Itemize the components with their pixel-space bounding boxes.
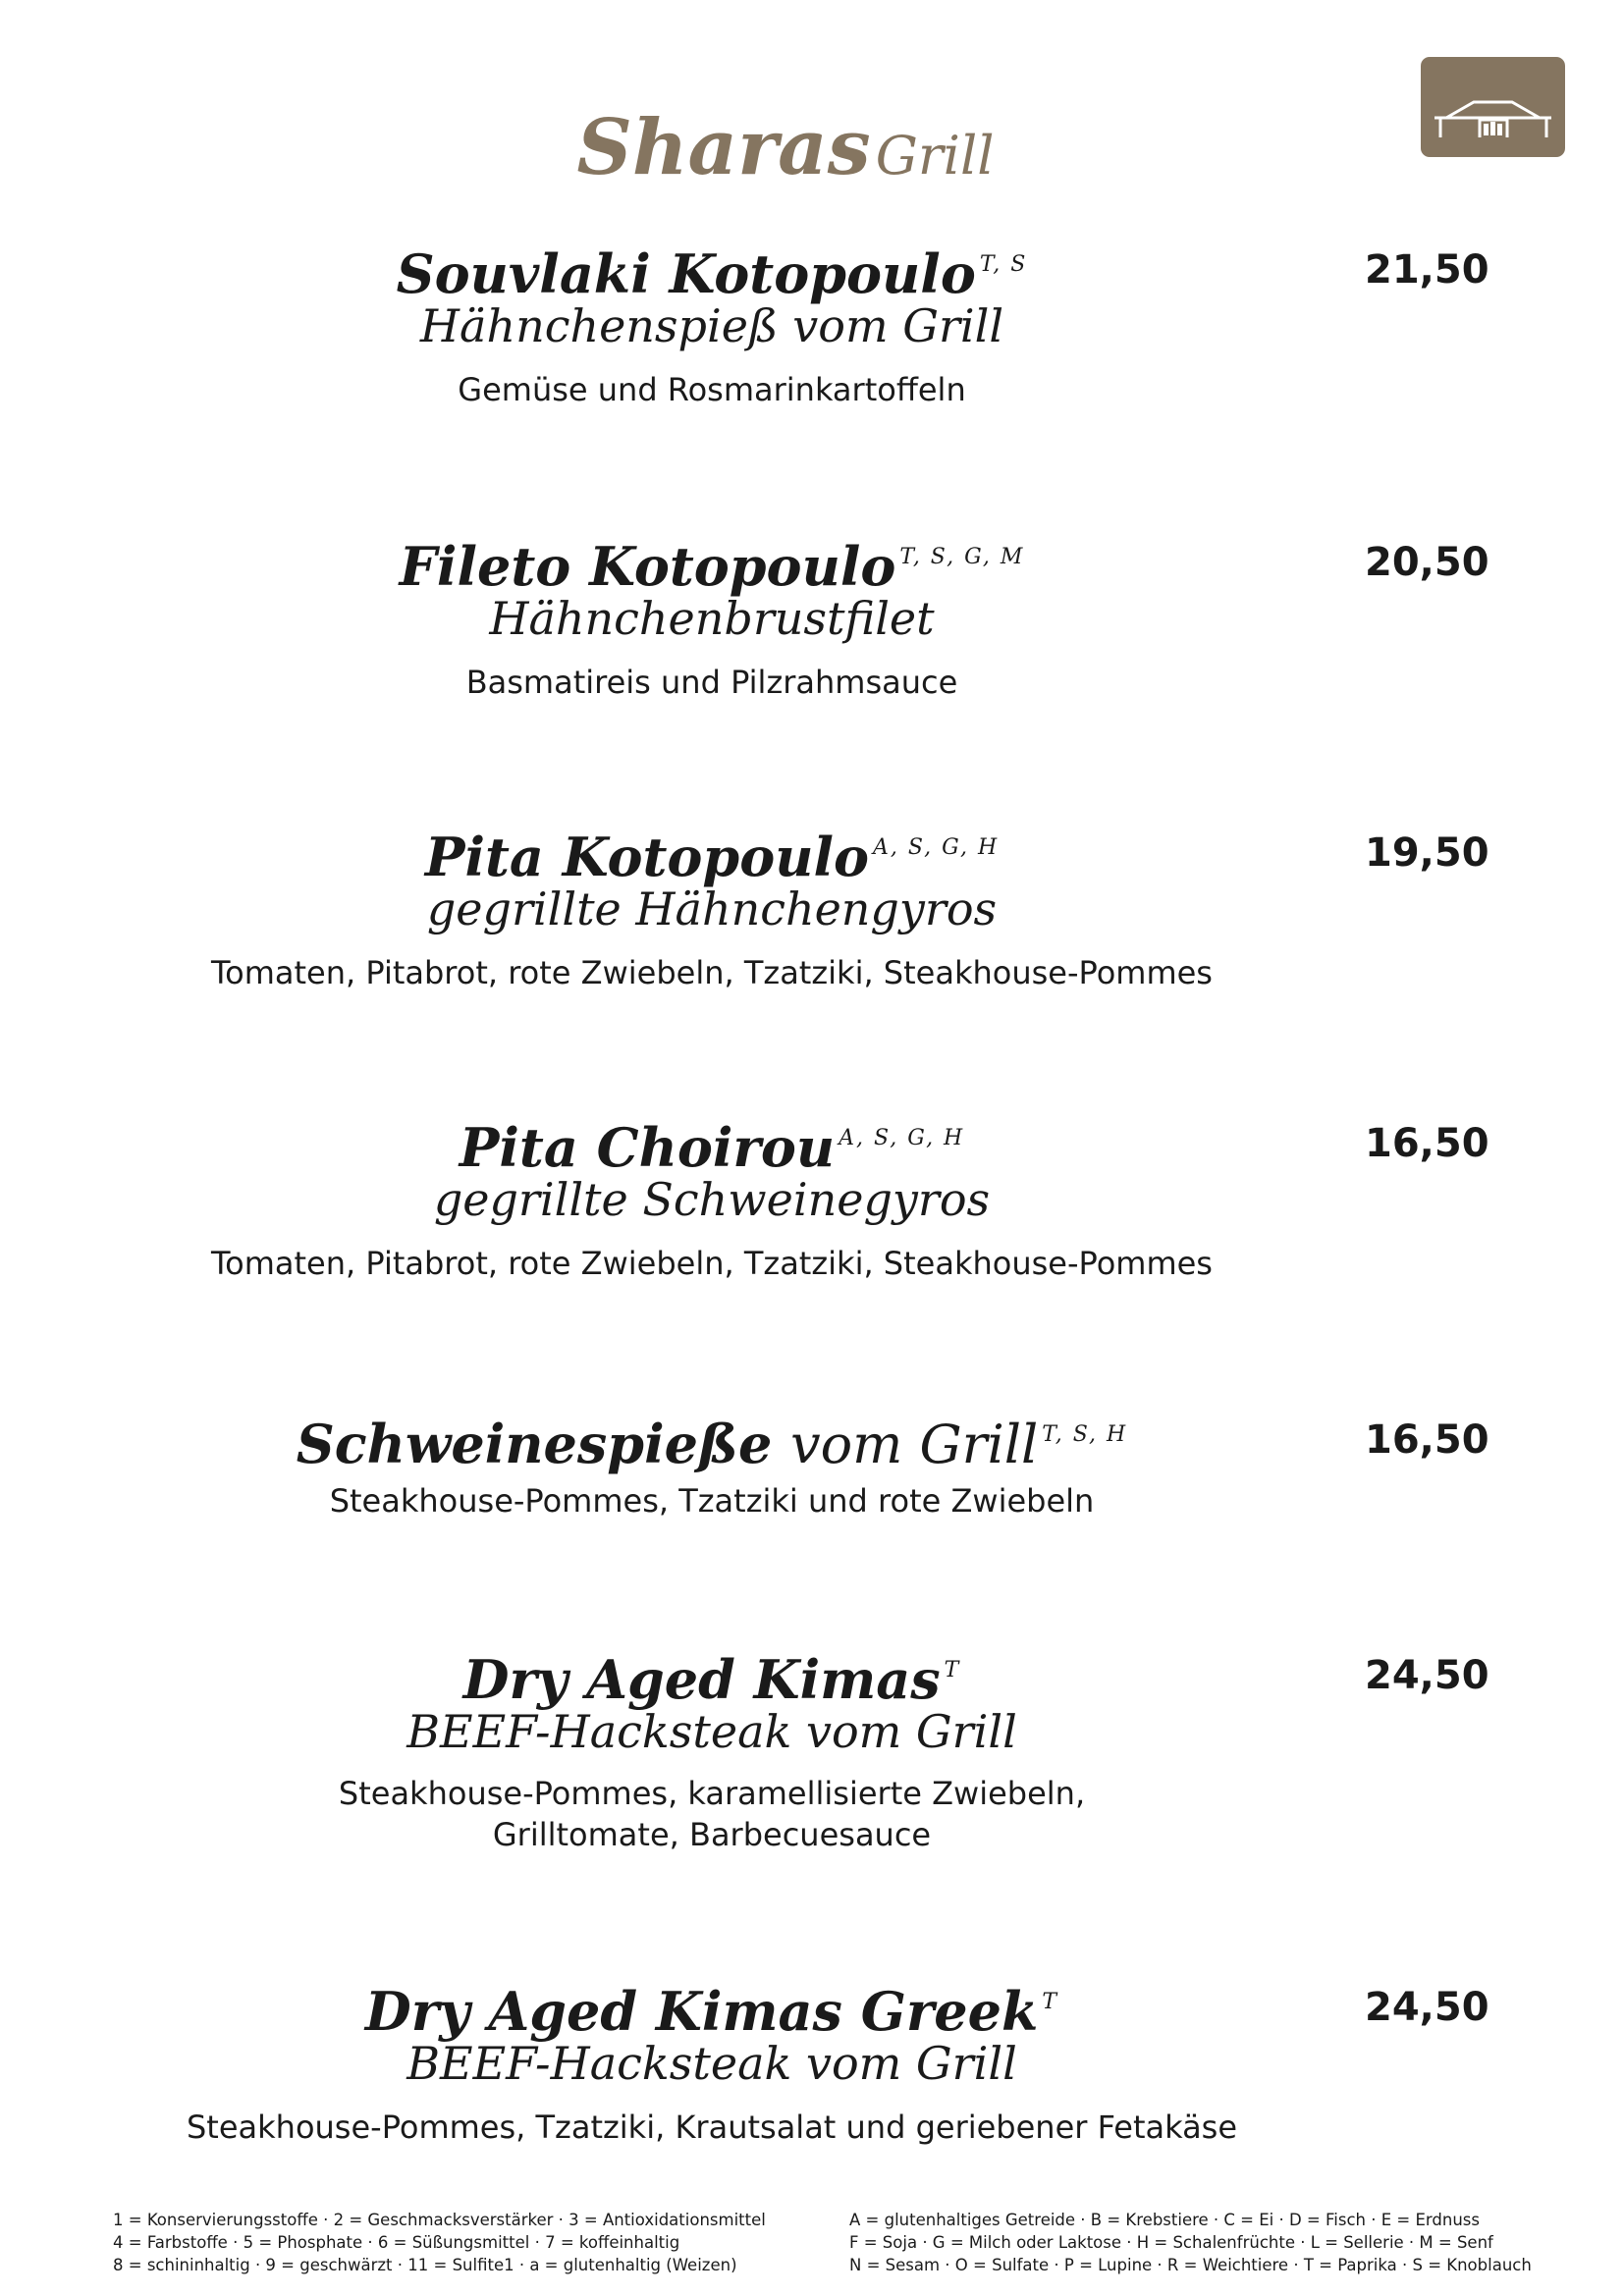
item-name-row	[0, 819, 1424, 886]
allergen-tags: T, S, G, M	[899, 545, 1025, 569]
item-description: Steakhouse-Pommes, Tzatziki und rote Zwiebeln	[329, 1482, 1095, 1520]
item-name: Dry Aged Kimas Greek	[364, 1980, 1039, 2043]
title-sub: Grill	[875, 125, 995, 187]
item-price: 16,50	[1365, 1417, 1489, 1463]
item-description: Steakhouse-Pommes, karamellisierte Zwiebeln,	[338, 1775, 1086, 1812]
item-name: Dry Aged Kimas	[462, 1648, 941, 1711]
item-name: Pita Choirou	[459, 1116, 836, 1179]
allergen-tags: A, S, G, H	[873, 835, 1000, 860]
legend-line: F = Soja · G = Milch oder Laktose · H = Schalenfrüchte · L = Sellerie · M = Senf	[849, 2233, 1493, 2252]
item-description: Gemüse und Rosmarinkartoffeln	[458, 371, 966, 408]
item-description: Grilltomate, Barbecuesauce	[492, 1816, 932, 1853]
legend-line: 4 = Farbstoffe · 5 = Phosphate · 6 = Süßungsmittel · 7 = koffeinhaltig	[113, 2233, 680, 2252]
item-name: Souvlaki Kotopoulo	[396, 242, 976, 305]
item-price: 20,50	[1365, 540, 1489, 585]
item-description: Steakhouse-Pommes, Tzatziki, Krautsalat und geriebener Fetakäse	[186, 2109, 1238, 2146]
item-subtitle: gegrillte Schweinegyros	[433, 1173, 991, 1226]
item-description: Basmatireis und Pilzrahmsauce	[465, 664, 958, 701]
item-subtitle: Hähnchenbrustfilet	[489, 592, 935, 645]
item-price: 16,50	[1365, 1121, 1489, 1166]
allergens-legend	[849, 2209, 1532, 2276]
allergen-tags: A, S, G, H	[839, 1126, 965, 1150]
item-name-row	[0, 236, 1424, 303]
item-subtitle: gegrillte Hähnchengyros	[426, 882, 998, 935]
item-name: Pita Kotopoulo	[424, 826, 870, 888]
item-price: 24,50	[1365, 1985, 1489, 2030]
additives-legend	[113, 2209, 766, 2276]
item-price: 24,50	[1365, 1653, 1489, 1698]
legend-line: 1 = Konservierungsstoffe · 2 = Geschmacksverstärker · 3 = Antioxidationsmittel	[113, 2211, 766, 2229]
item-subtitle: BEEF-Hacksteak vom Grill	[406, 1705, 1017, 1758]
page-title	[0, 103, 1571, 192]
allergen-tags: T, S, H	[1042, 1422, 1128, 1447]
item-name-suffix: vom Grill	[790, 1414, 1039, 1475]
legend-line: N = Sesam · O = Sulfate · P = Lupine · R = Weichtiere · T = Paprika · S = Knoblauch	[849, 2256, 1532, 2274]
item-name-row	[0, 1406, 1424, 1474]
allergen-tags: T	[1042, 1990, 1059, 2014]
allergen-tags: T	[944, 1658, 961, 1682]
allergen-tags: T, S	[979, 252, 1028, 277]
title-main: Sharas	[576, 103, 871, 192]
item-price: 21,50	[1365, 247, 1489, 293]
item-name-row	[0, 1109, 1424, 1177]
item-description: Tomaten, Pitabrot, rote Zwiebeln, Tzatziki, Steakhouse-Pommes	[211, 954, 1213, 991]
item-name: Fileto Kotopoulo	[399, 535, 896, 598]
legend-line: 8 = schininhaltig · 9 = geschwärzt · 11 = Sulfite1 · a = glutenhaltig (Weizen)	[113, 2256, 737, 2274]
item-subtitle: Hähnchenspieß vom Grill	[419, 299, 1004, 352]
item-name: Schweinespieße	[296, 1413, 773, 1475]
item-name-row	[0, 1641, 1424, 1709]
item-price: 19,50	[1365, 830, 1489, 876]
legend-line: A = glutenhaltiges Getreide · B = Krebstiere · C = Ei · D = Fisch · E = Erdnuss	[849, 2211, 1480, 2229]
item-subtitle: BEEF-Hacksteak vom Grill	[406, 2037, 1017, 2090]
item-description: Tomaten, Pitabrot, rote Zwiebeln, Tzatziki, Steakhouse-Pommes	[211, 1245, 1213, 1282]
item-name-row	[0, 528, 1424, 596]
item-name-row	[0, 1973, 1424, 2041]
